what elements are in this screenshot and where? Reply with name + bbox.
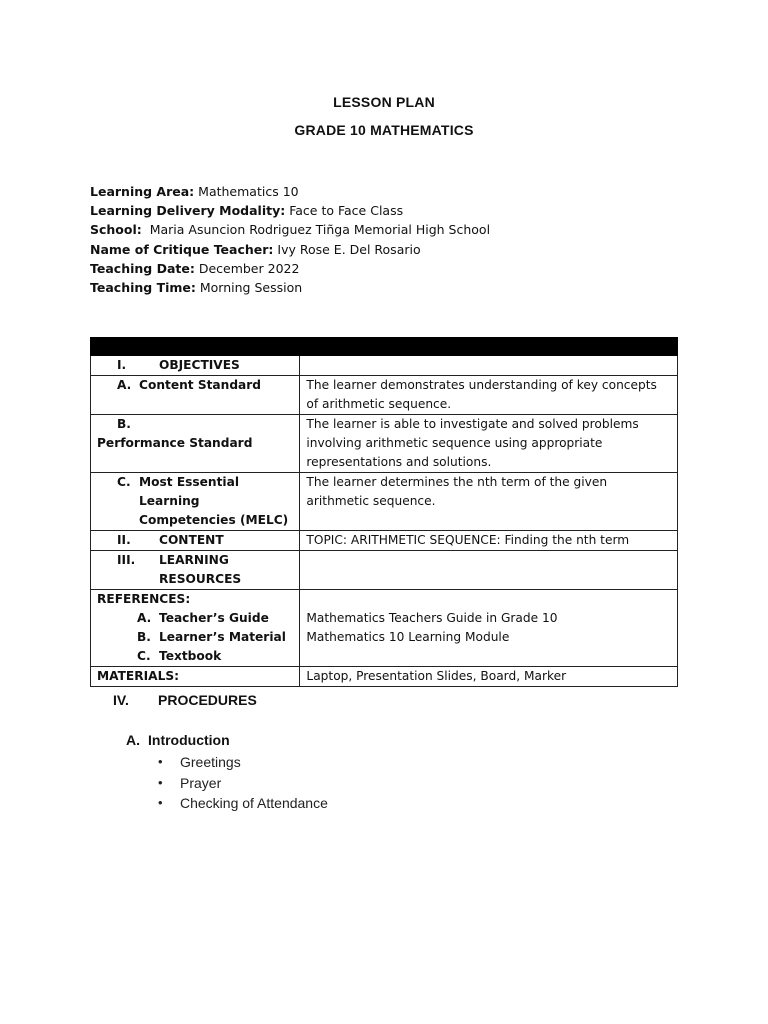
table-row-learning-resources: III. LEARNING RESOURCES — [91, 551, 678, 590]
bullet-icon: • — [158, 795, 163, 810]
lesson-info-block — [90, 182, 490, 297]
reference-learners-material: B. Learner’s Material — [137, 630, 286, 644]
lesson-plan-table — [90, 337, 678, 687]
reference-textbook: C. Textbook — [137, 649, 222, 663]
procedures-heading: IV. PROCEDURES — [113, 692, 257, 708]
bullet-icon: • — [158, 754, 163, 769]
table-row-references — [91, 590, 678, 667]
list-item: • Checking of Attendance — [158, 793, 328, 814]
table-row-materials: MATERIALS: Laptop, Presentation Slides, Board, Marker — [91, 667, 678, 687]
table-row-melc: C. Most Essential Learning Competencies (MELC) The learner determines the nth term of the given arithmetic sequence. — [91, 473, 678, 531]
reference-teachers-guide-value: Mathematics Teachers Guide in Grade 10 — [306, 611, 558, 625]
list-item: • Greetings — [158, 752, 328, 773]
table-row-content-standard: A. Content Standard The learner demonstrates understanding of key concepts of arithmetic sequence. — [91, 376, 678, 415]
info-delivery-modality: Learning Delivery Modality: Face to Face Class — [90, 203, 404, 219]
table-row-performance-standard: B.Performance Standard The learner is able to investigate and solved problems involving arithmetic sequence using appropriate representations and solutions. — [91, 415, 678, 473]
references-label: REFERENCES: — [97, 592, 191, 606]
info-learning-area: Learning Area: Mathematics 10 — [90, 184, 299, 199]
info-teaching-time: Teaching Time: Morning Session — [90, 280, 303, 296]
list-item: • Prayer — [158, 773, 328, 794]
document-title: LESSON PLAN — [333, 94, 435, 110]
table-row-content: II. CONTENT TOPIC: ARITHMETIC SEQUENCE: Finding the nth term — [91, 531, 678, 551]
introduction-bullet-list — [158, 752, 328, 814]
info-critique-teacher: Name of Critique Teacher: Ivy Rose E. Del Rosario — [90, 241, 421, 257]
reference-learners-material-value: Mathematics 10 Learning Module — [306, 630, 510, 644]
table-row-objectives: I. OBJECTIVES — [91, 356, 678, 376]
table-header-row — [91, 338, 678, 356]
info-school: School: Maria Asuncion Rodriguez Tiñga Memorial High School — [90, 222, 491, 238]
reference-teachers-guide: A. Teacher’s Guide — [137, 611, 269, 625]
bullet-icon: • — [158, 774, 163, 790]
introduction-heading: A. Introduction — [126, 732, 230, 748]
info-teaching-date: Teaching Date: December 2022 — [90, 260, 300, 276]
document-subtitle: GRADE 10 MATHEMATICS — [294, 122, 474, 138]
